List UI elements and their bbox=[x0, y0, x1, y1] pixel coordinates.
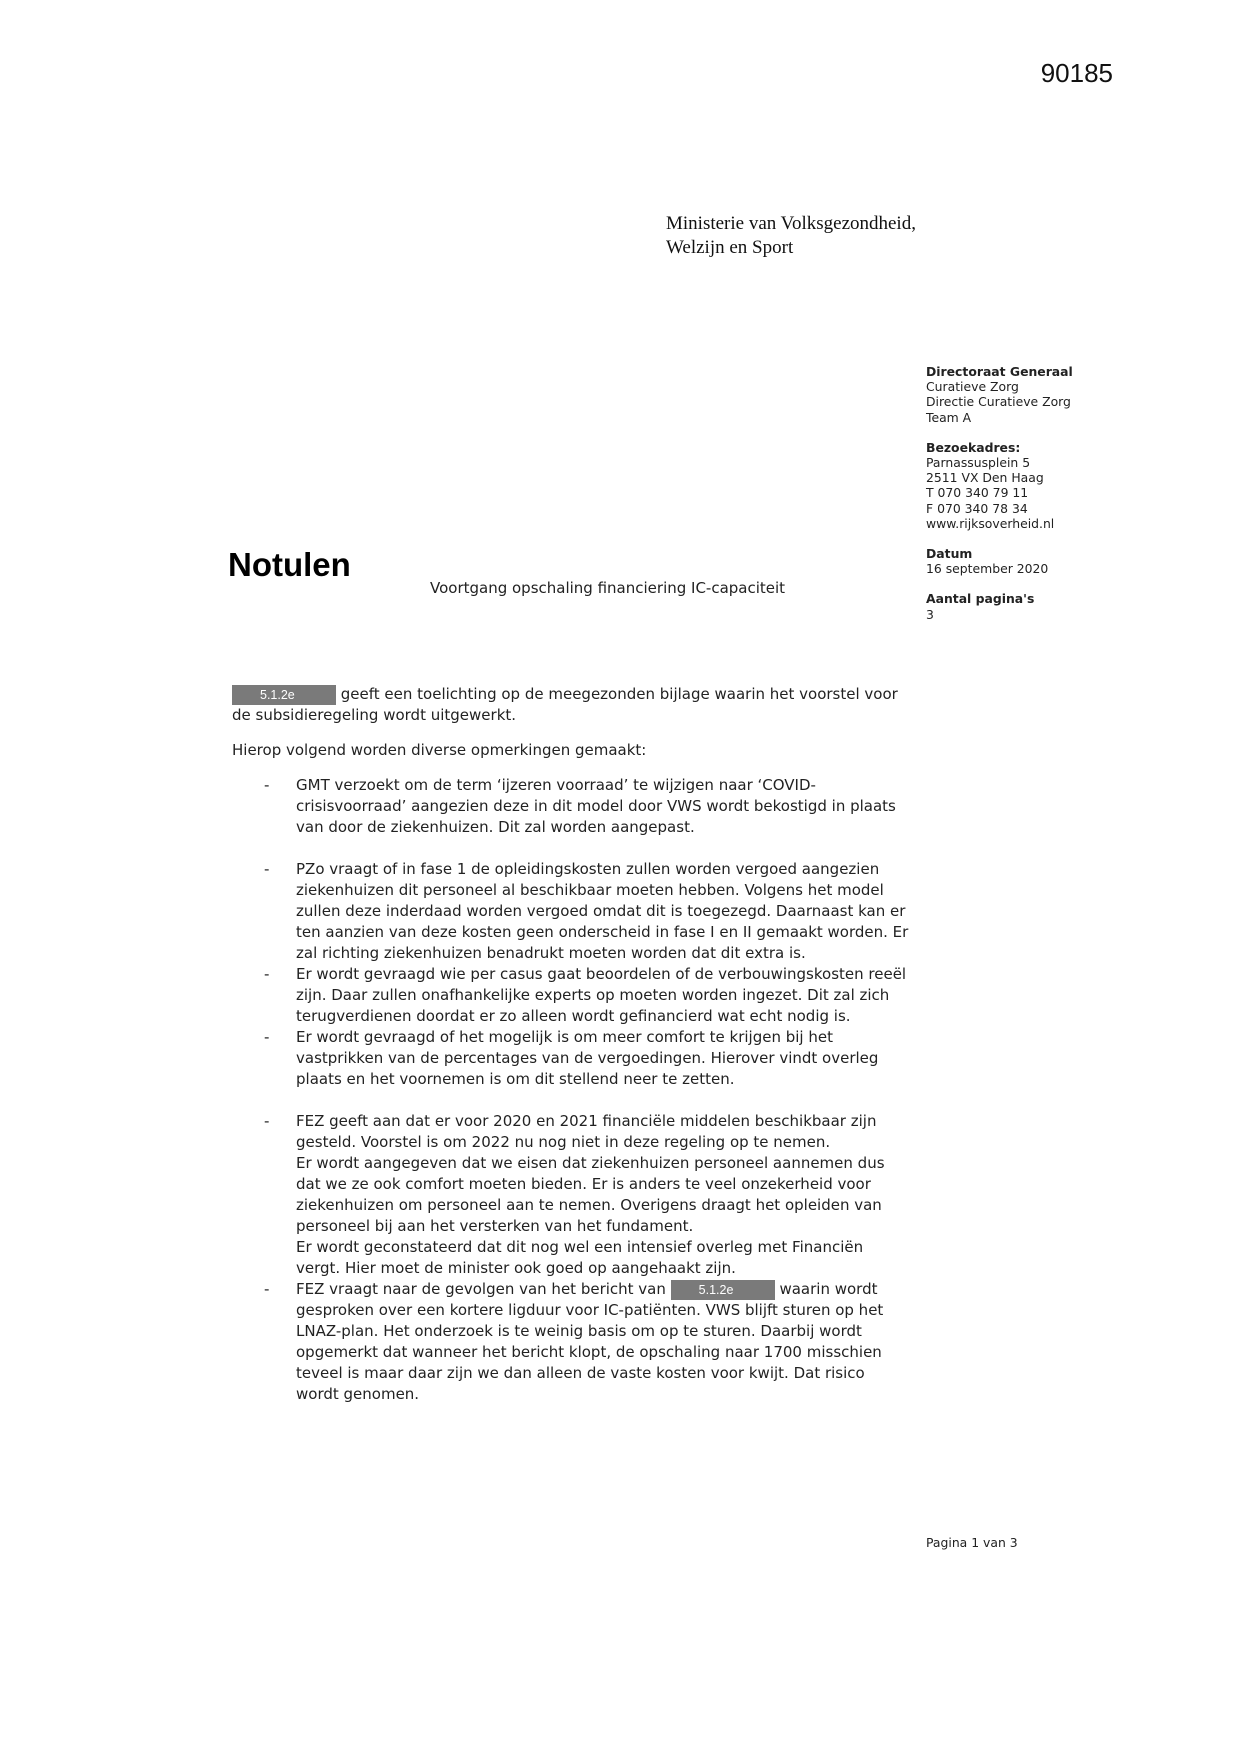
list-dash: - bbox=[264, 1280, 270, 1298]
intro-paragraph bbox=[232, 684, 912, 726]
list-dash: - bbox=[264, 860, 270, 878]
department-line: Team A bbox=[926, 409, 972, 425]
list-item bbox=[232, 1027, 912, 1090]
redaction-block: 5.1.2e bbox=[232, 685, 336, 705]
address-line: T 070 340 79 11 bbox=[926, 485, 1029, 501]
list-dash: - bbox=[264, 776, 270, 794]
address-line: F 070 340 78 34 bbox=[926, 500, 1028, 516]
date-value: 16 september 2020 bbox=[926, 561, 1049, 577]
list-item-text: PZo vraagt of in fase 1 de opleidingskosten zullen worden vergoed aangezien ziekenhuizen dit personeel al beschikbaar moeten hebben. Volgens het model zullen deze inderdaad worden vergoed omdat dit is toegezegd. Daarnaast kan er ten aanzien van deze kosten geen onderscheid in fase I en II gemaakt worden. Er zal richting ziekenhuizen benadrukt moeten worden dat dit extra is. bbox=[296, 860, 909, 962]
list-item-text: waarin wordt gesproken over een kortere ligduur voor IC-patiënten. VWS blijft sturen op het LNAZ-plan. Het onderzoek is te weinig basis om op te sturen. Daarbij wordt opgemerkt dat wanneer het bericht klopt, de opschaling naar 1700 misschien teveel is maar daar zijn we dan alleen de vaste kosten voor kwijt. Dat risico wordt genomen. bbox=[296, 1280, 884, 1403]
address-line: Parnassusplein 5 bbox=[926, 455, 1031, 471]
document-subject: Voortgang opschaling financiering IC-capaciteit bbox=[430, 579, 786, 597]
department-line: Curatieve Zorg bbox=[926, 379, 1019, 395]
list-dash: - bbox=[264, 965, 270, 983]
intro-text: geeft een toelichting op de meegezonden bijlage waarin het voorstel voor de subsidieregeling wordt uitgewerkt. bbox=[232, 685, 898, 724]
department-label: Directoraat Generaal bbox=[926, 364, 1073, 379]
pages-block bbox=[926, 591, 1126, 621]
list-item bbox=[232, 964, 912, 1027]
address-block bbox=[926, 440, 1126, 531]
department-block bbox=[926, 364, 1126, 425]
list-item-text: FEZ vraagt naar de gevolgen van het bericht van bbox=[296, 1280, 666, 1298]
page-number: Pagina 1 van 3 bbox=[926, 1535, 1018, 1550]
document-title: Notulen bbox=[228, 546, 351, 583]
list-item-text: Er wordt geconstateerd dat dit nog wel een intensief overleg met Financiën vergt. Hier moet de minister ook goed op aangehaakt zijn. bbox=[296, 1238, 864, 1277]
ministry-line-2: Welzijn en Sport bbox=[666, 237, 794, 258]
document-id: 90185 bbox=[1040, 58, 1113, 88]
list-item-text: GMT verzoekt om de term ‘ijzeren voorraad’ te wijzigen naar ‘COVID-crisisvoorraad’ aangezien deze in dit model door VWS wordt bekostigd in plaats van door de ziekenhuizen. Dit zal worden aangepast. bbox=[296, 776, 896, 836]
colophon-sidebar bbox=[926, 364, 1126, 637]
pages-label: Aantal pagina's bbox=[926, 591, 1035, 607]
list-item bbox=[232, 1279, 912, 1405]
address-line: 2511 VX Den Haag bbox=[926, 470, 1044, 486]
list-item-text: Er wordt aangegeven dat we eisen dat ziekenhuizen personeel aannemen dus dat we ze ook comfort moeten bieden. Er is anders te veel onzekerheid voor ziekenhuizen om personeel aan te nemen. Overigens draagt het opleiden van personeel bij aan het versterken van het fundament. bbox=[296, 1154, 885, 1235]
department-line: Directie Curatieve Zorg bbox=[926, 394, 1071, 410]
list-item-text: Er wordt gevraagd wie per casus gaat beoordelen of de verbouwingskosten reeël zijn. Daar zullen onafhankelijke experts op moeten worden ingezet. Dit zal zich terugverdienen doordat er zo alleen wordt gefinancierd wat echt nodig is. bbox=[296, 965, 907, 1025]
remarks-list bbox=[232, 775, 912, 1405]
address-line: www.rijksoverheid.nl bbox=[926, 515, 1055, 531]
list-item bbox=[232, 859, 912, 964]
list-item-text: FEZ geeft aan dat er voor 2020 en 2021 financiële middelen beschikbaar zijn gesteld. Voorstel is om 2022 nu nog niet in deze regeling op te nemen. bbox=[296, 1112, 877, 1151]
address-label: Bezoekadres: bbox=[926, 439, 1021, 455]
date-label: Datum bbox=[926, 546, 973, 562]
list-item bbox=[232, 1111, 912, 1279]
lead-paragraph: Hierop volgend worden diverse opmerkingen gemaakt: bbox=[232, 741, 647, 759]
ministry-line-1: Ministerie van Volksgezondheid, bbox=[666, 213, 916, 234]
list-dash: - bbox=[264, 1112, 270, 1130]
document-body bbox=[232, 684, 912, 1405]
list-item-text: Er wordt gevraagd of het mogelijk is om meer comfort te krijgen bij het vastprikken van de percentages van de vergoedingen. Hierover vindt overleg plaats en het voornemen is om dit stellend neer te zetten. bbox=[296, 1028, 879, 1088]
ministry-logo-text bbox=[666, 212, 916, 260]
redaction-block: 5.1.2e bbox=[671, 1280, 775, 1300]
date-block bbox=[926, 546, 1126, 576]
list-dash: - bbox=[264, 1028, 270, 1046]
pages-value: 3 bbox=[926, 606, 934, 622]
list-item bbox=[232, 775, 912, 838]
